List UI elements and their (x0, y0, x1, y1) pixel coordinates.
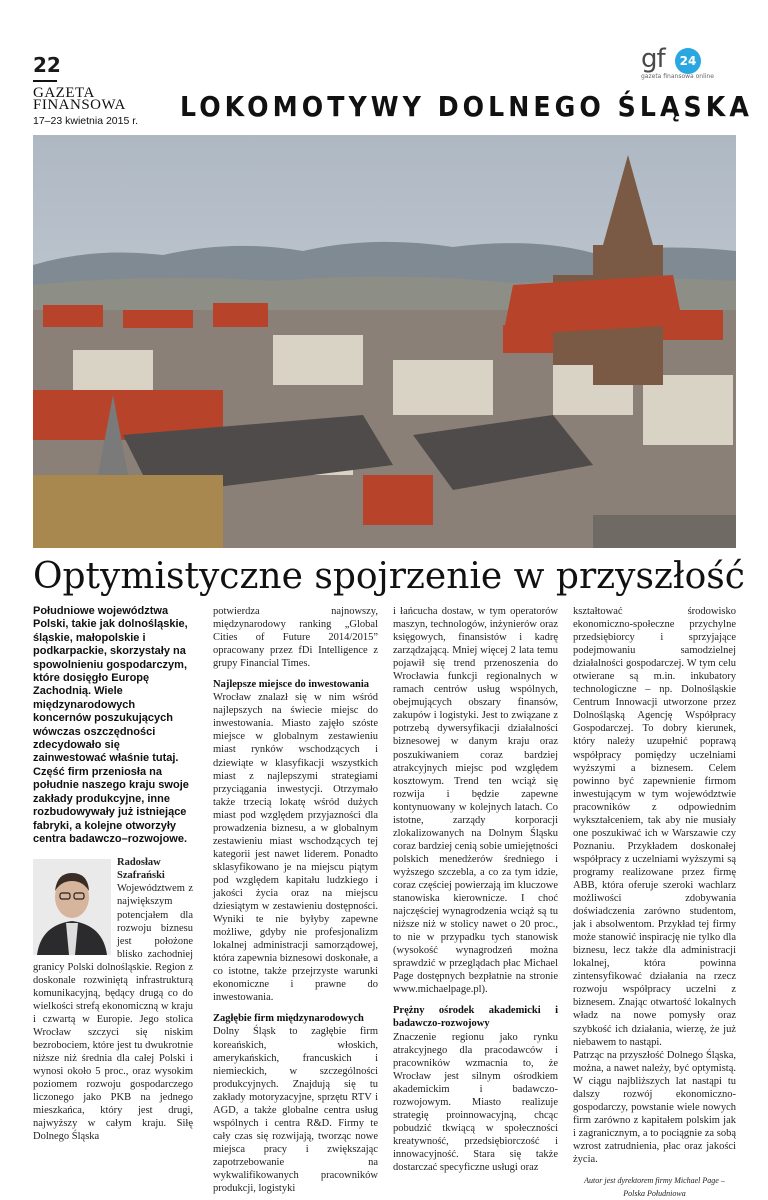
issue-date: 17–23 kwietnia 2015 r. (33, 115, 139, 127)
subheading-best-place: Najlepsze miejsce do inwestowania (213, 679, 370, 691)
column-3-text-2: Znaczenie regionu jako rynku atrakcyjnego dla pracodawców i pracowników wzmacnia to, że Wrocław jest silnym ośrodkiem akademickim i badawczo-rozwojowym. Miasto realizuje strategię proinnowacyjną, chcąc pobudzić tkwiącą w społeczności kreatywność, przedsiębiorczość i innowacyjność. Stara się także dostarczać specyficzne usługi oraz (393, 1031, 558, 1173)
column-4-text-2: Patrząc na przyszłość Dolnego Śląska, można, a nawet należy, być optymistą. W ciągu najbliższych lat nastąpi tu dalszy rozwój ekonomiczno-gospodarczy, powstanie wiele nowych firm zarówno z kapitałem polskim jak i zagranicznym, a to pociągnie za sobą wzrost zatrudnienia, płac oraz jakości życia. (573, 1049, 736, 1165)
section-title: LOKOMOTYWY DOLNEGO ŚLĄSKA (180, 90, 753, 123)
column-2-text-2: Wrocław znalazł się w nim wśród najlepszych na świecie miejsc do inwestowania. Miasto zajęło szóste miejsce w globalnym zestawieniu miast rynków wschodzących i dziewiąte w klasyfikacji wszystkich miast z najlepszymi strategiami przyciągania inwestycji. Otrzymało także trzecią lokatę wśród dużych miast pod względem przyjazności dla prowadzenia biznesu, a w globalnym zestawieniu miast wschodzących tej kategorii jest nawet liderem. Ponadto sklasyfikowano je na miejscu piątym pod względem kapitału ludzkiego i jakości życia oraz na miejscu dziesiątym w zestawieniu dostępności. Wyniki te nie byłyby zapewne możliwe, gdyby nie profesjonalizm lokalnej administracji samorządowej, która zapewnia biznesowi doskonałe, a co istotne, także przejrzyste warunki ekonomiczne i prawne do inwestowania. (213, 692, 378, 1004)
column-4-text-1: kształtować środowisko ekonomiczno-społeczne przychylne przedsiębiorcy i sprzyjające podejmowaniu samodzielnej działalności gospodarczej. W tym celu otwierane są m.in. inkubatory technologiczne – np. Dolnośląskie Centrum Innowacji utworzone przez Dolnośląską Agencję Współpracy Gospodarczej. To dobry kierunek, który należy uzupełnić poprawą współpracy pomiędzy uczelniami wyższymi a biznesem. Celem powinno być zapewnienie firmom inwestującym w tym województwie pracowników z odpowiednim wykształceniem, tak aby nie musiały one poszukiwać ich w Warszawie czy Poznaniu. Przykładem doskonałej współpracy z uczelniami wyższymi są programy realizowane przez firmę ABB, która oferuje szeroki wachlarz możliwości zdobywania doświadczenia zarówno studentom, jak i absolwentom. Przykład tej firmy może stanowić inspirację nie tylko dla biznesu, lecz także dla administracji lokalnej, która powinna zintensyfikować działania na rzecz rozwoju współpracy uczelni z biznesem. Znając otwartość lokalnych władz na nowe pomysły oraz szybkość ich działania, wierzę, że już niebawem to nastąpi. (573, 606, 736, 1048)
column-3 (393, 605, 558, 1174)
column-2-text-3: Dolny Śląsk to zagłębie firm koreańskich, włoskich, amerykańskich, francuskich i niemieckich, w szczególności produkcyjnych. Znajdują się tu zakłady motoryzacyjne, sprzętu RTV i AGD, a także globalne centra usług wspólnych i centra R&D. Firmy te cały czas się rozwijają, tworząc nowe miejsca pracy i zwiększając zapotrzebowanie na wykwalifikowanych pracowników produkcji, logistyki (213, 1026, 378, 1195)
column-1-text: Województwem z największym potencjałem dla rozwoju biznesu jest położone blisko zachodniej granicy Polski dolnośląskie. Region z doskonale rozwiniętą infrastrukturą komunikacyjną, będący drugą co do wielkości strefą ekonomiczną w kraju i czwartą w Europie. Jego stolica Wrocław szczyci się niskim bezrobociem, które jest tu dwukrotnie niższe niż średnia dla całej Polski i wynosi około 5 proc., oraz wysokim poziomem rozwoju gospodarczego liczonego jako PKB na jednego mieszkańca, który jest drugi, najwyższy w całym kraju. Siłę Dolnego Śląska (33, 883, 193, 1143)
logo-text: gf (641, 44, 665, 74)
author-box (33, 856, 193, 1143)
column-2 (213, 605, 378, 1195)
author-name: Radosław Szafrański (117, 857, 165, 882)
article-lead: Południowe województwa Polski, takie jak dolnośląskie, śląskie, małopolskie i podkarpackie, skorzystały na spowolnieniu gospodarczym, które dosięgło Europę Zachodnią. Wiele międzynarodowych koncernów poszukujących wówczas oszczędności zdecydowało się zainwestować właśnie tutaj. Część firm przeniosła na południe naszego kraju swoje zakłady produkcyjne, inne rozbudowywały już istniejące fabryki, a kolejne otworzyły centra badawczo–rozwojowe. (33, 605, 189, 845)
masthead-line1: GAZETA (33, 85, 95, 101)
masthead-line2: FINANSOWA (33, 97, 126, 113)
column-4 (573, 605, 736, 1200)
page-number: 22 (33, 53, 61, 77)
masthead (33, 87, 163, 127)
column-1 (33, 605, 193, 1143)
page-number-rule (33, 80, 57, 82)
column-2-text-1: potwierdza najnowszy, międzynarodowy ranking „Global Cities of Future 2014/2015” opracowany przez fDi Intelligence z grupy Financial Times. (213, 606, 378, 670)
column-3-text-1: i łańcucha dostaw, w tym operatorów maszyn, technologów, inżynierów oraz księgowych, finansistów i kadrę zarządzającą. Mniej więcej 2 lata temu pojawił się trend przenoszenia do Wrocławia funkcji regionalnych w ramach centrów usług wspólnych, obejmujących obszary finansów, zakupów i logistyki. Jest to związane z potrzebą dywersyfikacji działalności biznesowej w danym kraju oraz poszukiwaniem coraz bardziej atrakcyjnych miejsc pod względem kosztowym. Trend ten wciąż się rozwija i będzie zapewne kontynuowany w kolejnych latach. Co istotne, zarządy korporacji zlokalizowanych na Dolnym Śląsku coraz bardziej cenią sobie umiejętności polskich menedżerów średniego i wyższego szczebla, a co za tym idzie, coraz częściej powierzają im kluczowe stanowiska kierownicze. I choć najczęściej wynagrodzenia wciąż są tu niższe niż w stolicy nawet o 20 proc., to nie w przypadku tych stanowisk (wysokość wynagrodzeń można sprawdzić w przeglądach płac Michael Page dostępnych bezpłatnie na stronie www.michaelpage.pl). (393, 606, 559, 996)
logo-tagline: gazeta finansowa online (641, 73, 714, 80)
author-footnote: Autor jest dyrektorem firmy Michael Page – Polska Południowa (584, 1176, 725, 1199)
gf24-logo (633, 44, 733, 84)
subheading-international-firms: Zagłębie firm międzynarodowych (213, 1013, 364, 1025)
subheading-academic-center: Prężny ośrodek akademicki i badawczo-rozwojowy (393, 1005, 558, 1030)
logo-badge: 24 (675, 48, 701, 74)
author-portrait (33, 859, 111, 955)
article-headline: Optymistyczne spojrzenie w przyszłość (33, 556, 745, 597)
city-panorama-photo (33, 135, 736, 548)
